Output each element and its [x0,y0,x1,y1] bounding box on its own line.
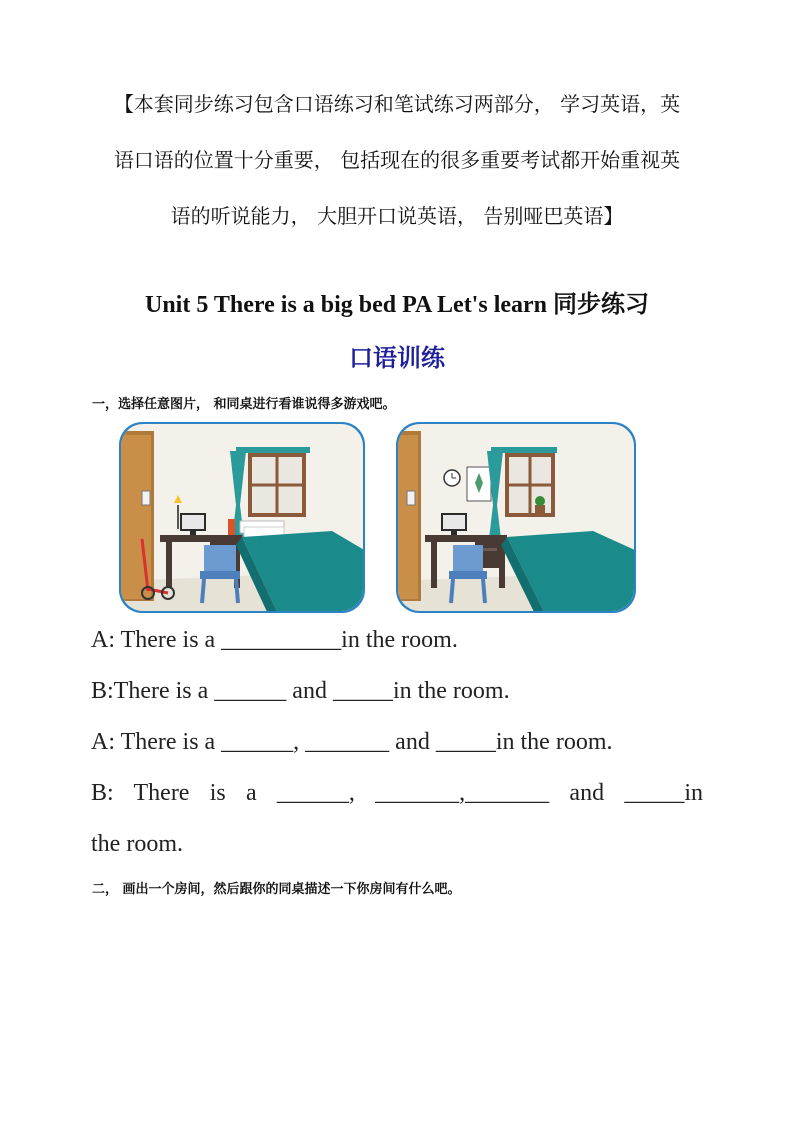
bedroom-picture-1 [118,421,366,614]
page-subtitle: 口语训练 [349,344,445,372]
section-2-instruction: 二， 画出一个房间，然后跟你的同桌描述一下你房间有什么吧。 [92,882,461,897]
section-1-instruction: 一，选择任意图片， 和同桌进行看谁说得多游戏吧。 [92,397,396,412]
intro-line-3: 语的听说能力， 大胆开口说英语， 告别哑巴英语】 [170,204,624,228]
dialogue-line-4: B: There is a ______, _______,_______ and _____in [91,780,703,806]
dialogue-line-1: A: There is a __________in the room. [91,627,458,653]
dialogue-line-3: A: There is a ______, _______ and _____in the room. [91,729,613,755]
intro-line-2: 语口语的位置十分重要， 包括现在的很多重要考试都开始重视英 [113,148,681,172]
dialogue-line-5: the room. [91,831,183,857]
bedroom-picture-2 [395,421,637,614]
intro-paragraph [80,76,714,244]
intro-line-1: 【本套同步练习包含口语练习和笔试练习两部分， 学习英语，英 [113,92,681,116]
page-title: Unit 5 There is a big bed PA Let's learn 同步练习 [144,292,650,318]
dialogue-line-2: B:There is a ______ and _____in the room. [91,678,510,704]
